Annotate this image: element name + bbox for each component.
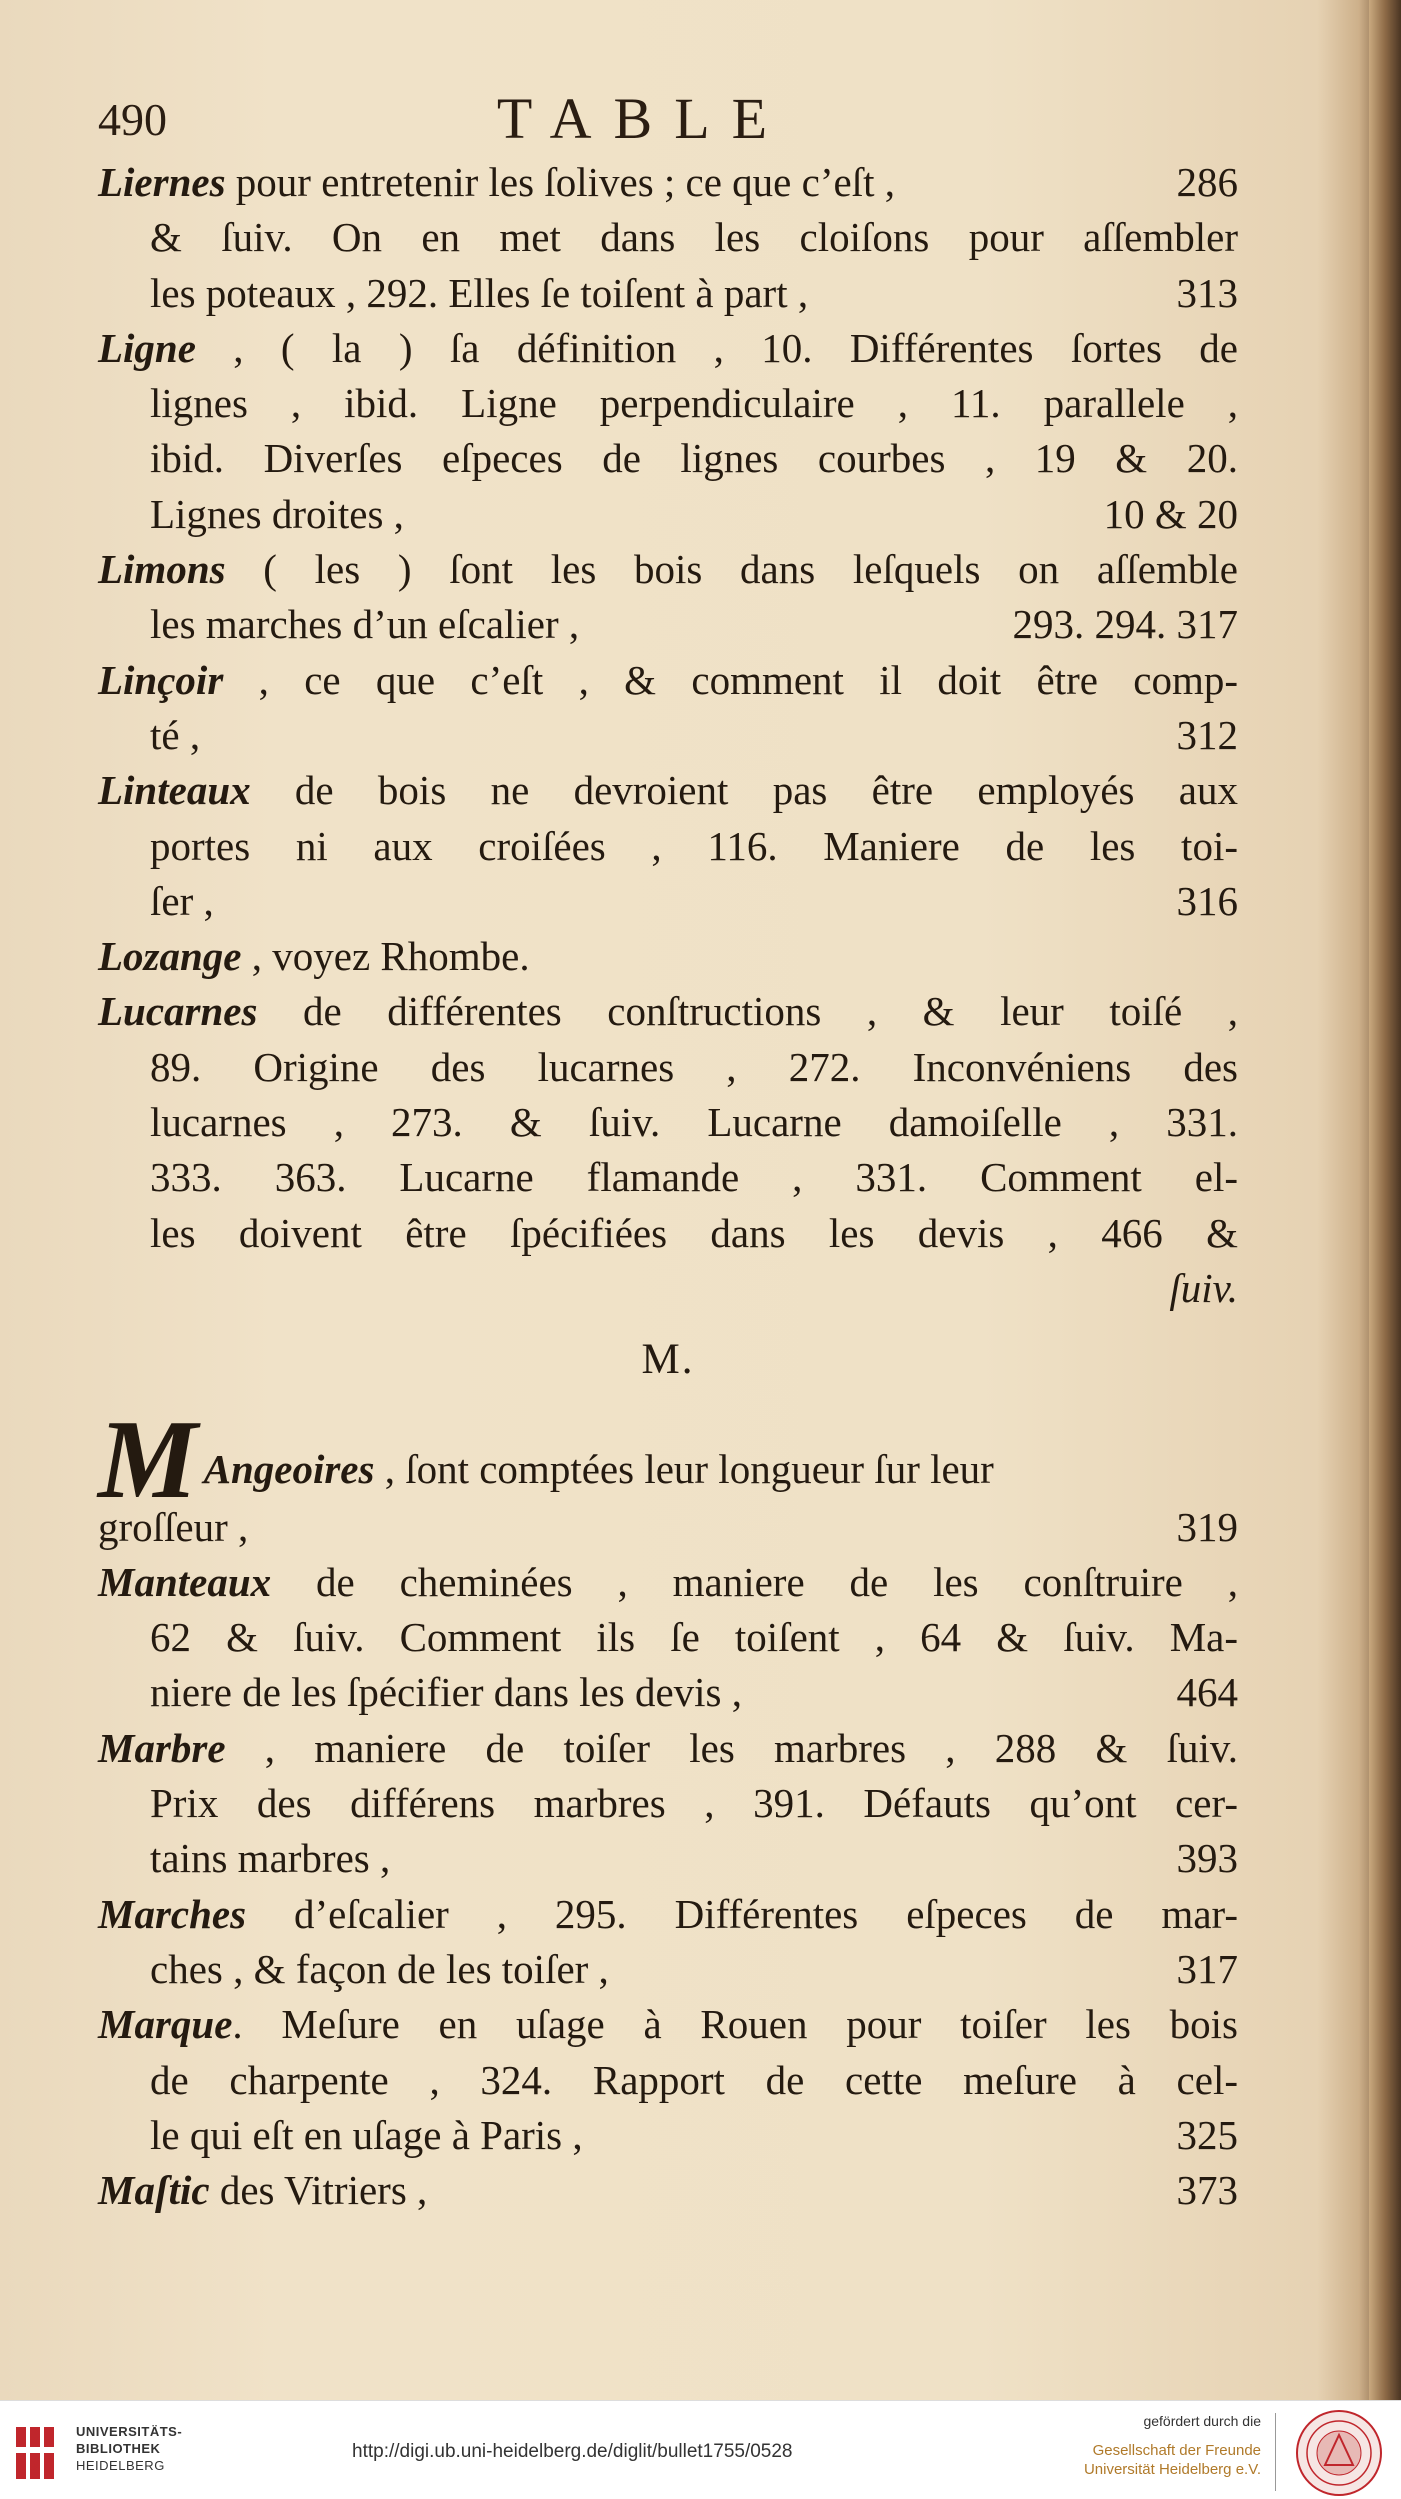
- headword: Manteaux: [98, 1558, 272, 1605]
- entry-line: [98, 597, 1238, 652]
- entry-text: , maniere de toiſer les marbres , 288 & ſuiv.: [225, 1724, 1238, 1771]
- entry-body: [98, 2163, 427, 2218]
- entry-line: [98, 376, 1238, 431]
- entry-line: [98, 266, 1238, 321]
- entry-body: [150, 1210, 1238, 1256]
- entry-line: [98, 2053, 1238, 2108]
- entries-m-group: [98, 1500, 1238, 2219]
- sponsor-label: gefördert durch die: [1143, 2413, 1261, 2429]
- index-entry: [98, 929, 1238, 984]
- book-gutter-edge: [1369, 0, 1401, 2400]
- page-reference: 393: [1176, 1835, 1238, 1882]
- entry-body: [150, 1665, 742, 1720]
- entry-body: [98, 325, 1238, 371]
- entry-body: [150, 214, 1238, 260]
- entry-text: de bois ne devroient pas être employés aux: [250, 767, 1238, 814]
- index-entry: [98, 2163, 1238, 2218]
- index-entry: [98, 1887, 1238, 1998]
- entry-line: [98, 1150, 1238, 1205]
- entry-text: ſer ,: [150, 877, 214, 924]
- entry-body: [98, 933, 530, 979]
- page-number: 490: [98, 94, 167, 145]
- headword: Marque: [98, 2001, 233, 2048]
- entry-line: [98, 763, 1238, 818]
- entry-line: [98, 1831, 1238, 1886]
- page-reference: 316: [1176, 877, 1238, 924]
- footer-divider: [1275, 2413, 1276, 2491]
- entry-line: [98, 2163, 1238, 2218]
- entry-line: [98, 929, 1238, 984]
- entry-text: 62 & ſuiv. Comment ils ſe toiſent , 64 & ſuiv. Ma-: [150, 1614, 1238, 1661]
- headword: Linteaux: [98, 767, 251, 814]
- running-title: TABLE: [496, 86, 790, 151]
- entry-line: [98, 1610, 1238, 1665]
- entry-text: lignes , ibid. Ligne perpendiculaire , 11. parallele ,: [150, 380, 1238, 427]
- section-heading-m: M.: [641, 1336, 695, 1384]
- entry-text: les poteaux , 292. Elles ſe toiſent à part ,: [150, 269, 809, 316]
- entry-text: d’eſcalier , 295. Différentes eſpeces de mar-: [246, 1890, 1238, 1937]
- headword: Limons: [98, 546, 226, 593]
- entry-line: [98, 653, 1238, 708]
- page-reference: 313: [1176, 269, 1238, 316]
- entry-text: 333. 363. Lucarne flamande , 331. Comment el-: [150, 1154, 1238, 1201]
- entry-text: de cheminées , maniere de les conſtruire ,: [271, 1558, 1238, 1605]
- entry-line: [98, 1887, 1238, 1942]
- headword: Maſtic: [98, 2167, 210, 2214]
- entry-body: [150, 874, 214, 929]
- entry-body: [98, 546, 1238, 592]
- index-entry: [98, 1500, 1238, 1555]
- entry-body: [98, 657, 1238, 703]
- entry-line: [98, 819, 1238, 874]
- entry-line: [98, 210, 1238, 265]
- headword: Liernes: [98, 159, 226, 205]
- headword: Lucarnes: [98, 988, 258, 1035]
- headword: Angeoires: [203, 1446, 375, 1493]
- entry-text: , ſont comptées leur longueur ſur leur: [374, 1446, 994, 1493]
- entry-line: [98, 1942, 1238, 1997]
- entry-text: Prix des différens marbres , 391. Défauts qu’ont cer-: [150, 1780, 1238, 1827]
- entry-line: [98, 431, 1238, 486]
- university-library-logo-icon: [14, 2423, 58, 2483]
- dropcap-letter: M: [98, 1397, 198, 1522]
- entry-line: [98, 2108, 1238, 2163]
- entry-line: [98, 874, 1238, 929]
- headword: Lozange: [98, 933, 242, 980]
- entry-text: ( les ) ſont les bois dans leſquels on aſſemble: [225, 546, 1238, 593]
- entry-text: les marches d’un eſcalier ,: [150, 601, 580, 648]
- entry-text: de différentes conſtructions , & leur toiſé ,: [257, 988, 1238, 1035]
- index-entry: [98, 984, 1238, 1316]
- digitization-footer: [0, 2400, 1401, 2499]
- entry-line: [98, 487, 1238, 542]
- entry-text: lucarnes , 273. & ſuiv. Lucarne damoiſelle , 331.: [150, 1099, 1238, 1146]
- page-header: [98, 85, 1248, 155]
- entry-text: de charpente , 324. Rapport de cette meſure à cel-: [150, 2056, 1238, 2103]
- headword: Ligne: [98, 324, 196, 371]
- entry-line: [98, 1721, 1238, 1776]
- entry-line: [98, 1206, 1238, 1261]
- entry-body: [150, 1154, 1238, 1200]
- entry-text: té ,: [150, 711, 201, 758]
- entries-l-group: [98, 155, 1238, 1316]
- entry-body: [98, 1891, 1238, 1937]
- entry-text: ches , & façon de les toiſer ,: [150, 1945, 609, 1992]
- page-reference: 293. 294. 317: [1012, 601, 1238, 648]
- entry-body: [150, 487, 404, 542]
- entry-body: [150, 266, 808, 321]
- index-entry: [98, 155, 1238, 321]
- entry-text: portes ni aux croiſées , 116. Maniere de les toi-: [150, 822, 1238, 869]
- entry-text: ibid. Diverſes eſpeces de lignes courbes , 19 & 20.: [150, 435, 1238, 482]
- entry-body: [98, 2001, 1238, 2047]
- entry-body: [150, 1942, 609, 1997]
- headword: Marbre: [98, 1724, 226, 1771]
- index-entry: [98, 321, 1238, 542]
- entry-line: [98, 1665, 1238, 1720]
- entry-text: pour entretenir les ſolives ; ce que c’eſt ,: [225, 159, 895, 205]
- entry-body: [150, 2108, 583, 2163]
- entry-body: [98, 1500, 248, 1555]
- page-reference: 464: [1176, 1669, 1238, 1716]
- permalink-url[interactable]: http://digi.ub.uni-heidelberg.de/diglit/bullet1755/0528: [352, 2441, 793, 2462]
- entry-line: [98, 321, 1238, 376]
- entry-body: [150, 1044, 1238, 1090]
- headword: Linçoir: [98, 656, 224, 703]
- entry-line: [98, 1500, 1238, 1555]
- entry-text: , voyez Rhombe.: [241, 933, 530, 980]
- page-reference: 325: [1176, 2111, 1238, 2158]
- dropcap-line-text: [204, 1442, 1238, 1499]
- entry-line: [98, 984, 1238, 1039]
- page-reference: 10 & 20: [1103, 490, 1238, 537]
- entry-body: [98, 1559, 1238, 1605]
- index-content: [98, 155, 1238, 2218]
- page-reference: 373: [1176, 2167, 1238, 2214]
- sponsor-name: Gesellschaft der Freunde Universität Heidelberg e.V.: [1083, 2442, 1261, 2478]
- entry-text: des Vitriers ,: [209, 2167, 428, 2214]
- entry-line: [98, 155, 1238, 210]
- entry-body: [150, 1099, 1238, 1145]
- entry-text: les doivent être ſpécifiées dans les devis , 466 &: [150, 1209, 1238, 1256]
- entry-text: , ( la ) ſa définition , 10. Différentes ſortes de: [195, 324, 1238, 371]
- headword: Marches: [98, 1890, 247, 1937]
- entry-text: niere de les ſpécifier dans les devis ,: [150, 1669, 742, 1716]
- entry-body: [150, 597, 579, 652]
- page-reference: 319: [1176, 1503, 1238, 1550]
- entry-body: [150, 823, 1238, 869]
- entry-line: [98, 1040, 1238, 1095]
- page-reference: 286: [1176, 159, 1238, 205]
- page-reference: 312: [1176, 711, 1238, 758]
- entry-text: ſuiv.: [1169, 1264, 1238, 1311]
- entry-text: , ce que c’eſt , & comment il doit être comp-: [223, 656, 1238, 703]
- entry-body: [98, 1725, 1238, 1771]
- entry-body: [98, 155, 895, 210]
- entry-body: [98, 767, 1238, 813]
- entry-body: [150, 1780, 1238, 1826]
- entry-text: tains marbres ,: [150, 1835, 391, 1882]
- university-seal-icon: [1295, 2409, 1383, 2497]
- university-library-name: UNIVERSITÄTS- BIBLIOTHEK HEIDELBERG: [76, 2424, 183, 2473]
- entry-line: [98, 1997, 1238, 2052]
- entry-text: & ſuiv. On en met dans les cloiſons pour aſſembler: [150, 214, 1238, 261]
- entry-body: [150, 1831, 390, 1886]
- index-entry: [98, 1721, 1238, 1887]
- entry-body: [98, 988, 1238, 1034]
- entry-body: [150, 435, 1238, 481]
- entry-text: 89. Origine des lucarnes , 272. Inconvéniens des: [150, 1043, 1238, 1090]
- index-entry: [98, 1555, 1238, 1721]
- entry-text: Lignes droites ,: [150, 490, 404, 537]
- entry-body: [150, 380, 1238, 426]
- entry-line: [98, 1555, 1238, 1610]
- page-reference: 317: [1176, 1945, 1238, 1992]
- entry-text: . Meſure en uſage à Rouen pour toiſer les bois: [232, 2001, 1238, 2048]
- entry-text: le qui eſt en uſage à Paris ,: [150, 2111, 583, 2158]
- entry-line: [98, 1095, 1238, 1150]
- index-entry: [98, 653, 1238, 764]
- index-entry: [98, 763, 1238, 929]
- dropcap-line: [98, 1397, 1238, 1522]
- entry-body: [150, 2057, 1238, 2103]
- entry-body: [150, 1614, 1238, 1660]
- index-entry: [98, 1997, 1238, 2163]
- entry-line: [98, 708, 1238, 763]
- entry-text: groſſeur ,: [98, 1503, 249, 1550]
- entry-line: [98, 542, 1238, 597]
- entry-line: [98, 1776, 1238, 1831]
- entry-line: [98, 1261, 1238, 1316]
- entry-body: [150, 708, 200, 763]
- index-entry: [98, 542, 1238, 653]
